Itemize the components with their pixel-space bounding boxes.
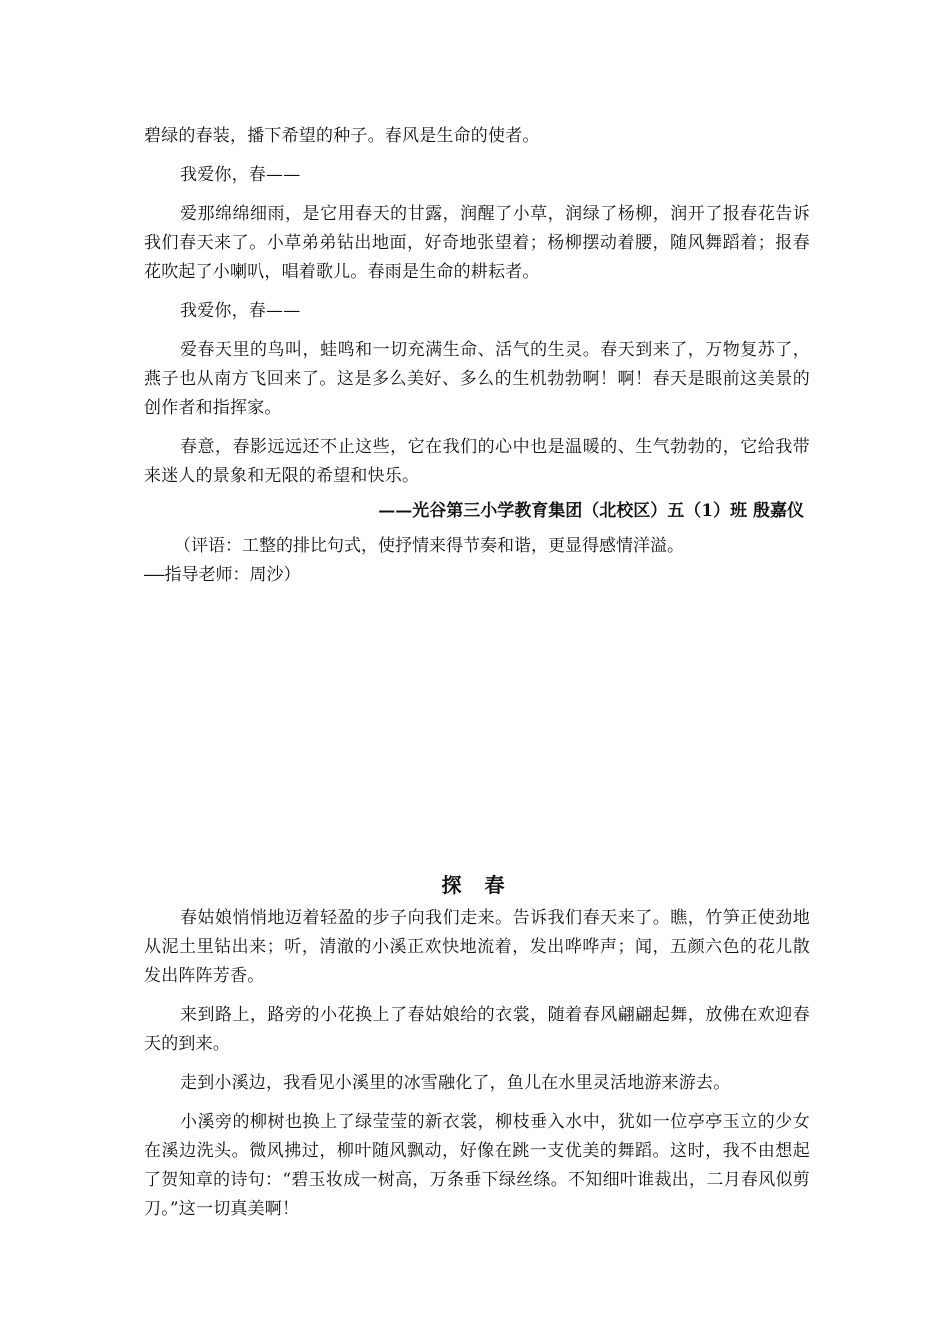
teacher-comment [144, 532, 810, 590]
comment-text: （评语：工整的排比句式，使抒情来得节奏和谐，更显得感情洋溢。 [174, 536, 684, 556]
paragraph: 来到路上，路旁的小花换上了春姑娘给的衣裳，随着春风翩翩起舞，放佛在欢迎春天的到来。 [144, 1005, 810, 1054]
essay-2 [144, 869, 810, 1224]
paragraph: 爱那绵绵细雨，是它用春天的甘露，润醒了小草，润绿了杨柳，润开了报春花告诉我们春天来了。小草弟弟钻出地面，好奇地张望着；杨柳摆动着腰，随风舞蹈着；报春花吹起了小喇叭，唱着歌儿。春雨是生命的耕耘者。 [144, 204, 810, 282]
refrain: 我爱你，春—— [180, 301, 301, 321]
author-signature: ——光谷第三小学教育集团（北校区）五（1）班 殷嘉仪 [378, 501, 804, 521]
paragraph: 春意，春影远远还不止这些，它在我们的心中也是温暖的、生气勃勃的，它给我带来迷人的景象和无限的希望和快乐。 [144, 437, 810, 486]
refrain: 我爱你，春—— [180, 165, 301, 185]
paragraph: 碧绿的春装，播下希望的种子。春风是生命的使者。 [144, 126, 540, 146]
essay-title: 探 春 [441, 873, 513, 897]
paragraph: 春姑娘悄悄地迈着轻盈的步子向我们走来。告诉我们春天来了。瞧，竹笋正使劲地从泥土里钻出来；听，清澈的小溪正欢快地流着，发出哗哗声；闻，五颜六色的花儿散发出阵阵芳香。 [144, 908, 810, 986]
paragraph: 小溪旁的柳树也换上了绿莹莹的新衣裳，柳枝垂入水中，犹如一位亭亭玉立的少女在溪边洗头。微风拂过，柳叶随风飘动，好像在跳一支优美的舞蹈。这时，我不由想起了贺知章的诗句：“碧玉妆成一树高，万条垂下绿丝绦。不知细叶谁裁出，二月春风似剪刀。”这一切真美啊！ [144, 1112, 810, 1219]
paragraph: 爱春天里的鸟叫，蛙鸣和一切充满生命、活气的生灵。春天到来了，万物复苏了，燕子也从南方飞回来了。这是多么美好、多么的生机勃勃啊！啊！春天是眼前这美景的创作者和指挥家。 [144, 340, 810, 418]
essay-1 [144, 122, 810, 590]
comment-teacher: ——指导老师：周沙） [144, 565, 301, 585]
paragraph: 走到小溪边，我看见小溪里的冰雪融化了，鱼儿在水里灵活地游来游去。 [180, 1073, 731, 1093]
